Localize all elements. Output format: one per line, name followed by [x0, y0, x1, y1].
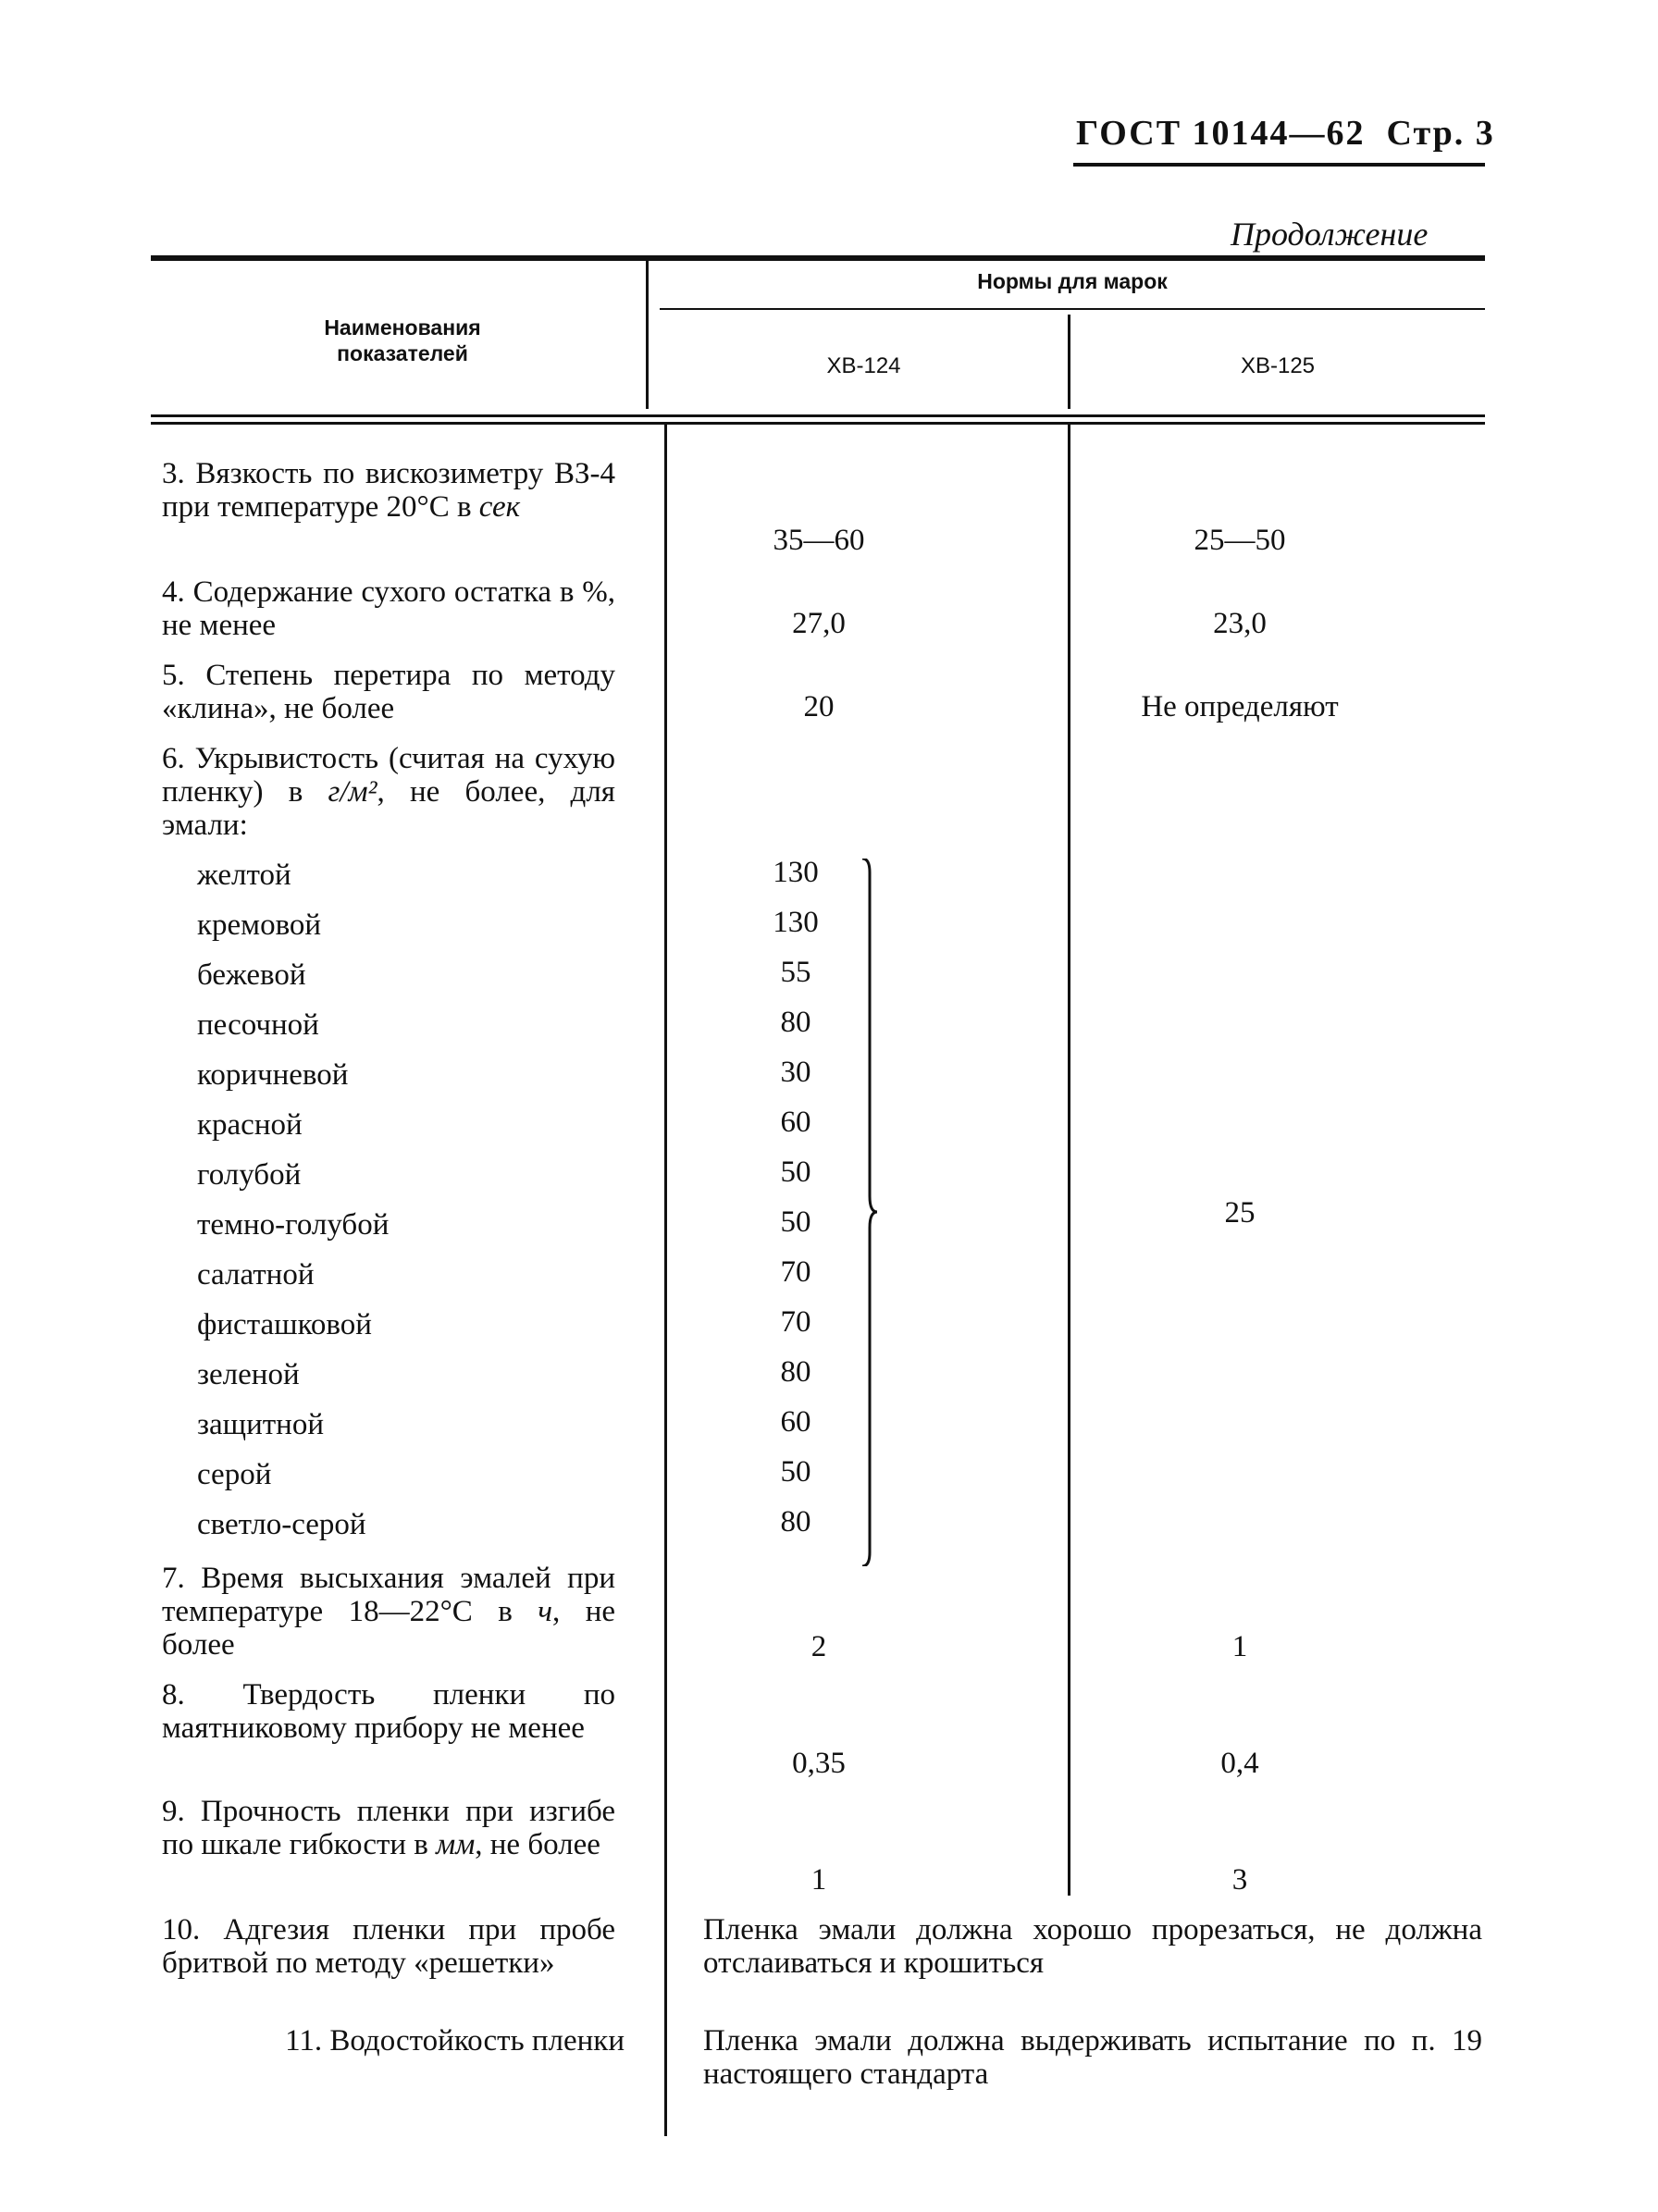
indicator-hiding-power	[162, 742, 615, 842]
color-value: 50	[780, 1455, 811, 1489]
color-value: 80	[780, 1006, 811, 1039]
indicator-text: 3. Вязкость по вискозиметру ВЗ-4 при температуре 20°С в	[162, 457, 615, 524]
color-label: кремовой	[197, 908, 322, 942]
document-header	[1076, 113, 1495, 154]
grade-header-xb124: ХВ-124	[826, 353, 901, 378]
header-vertical-divider	[646, 261, 649, 409]
color-label: темно-голубой	[197, 1208, 390, 1242]
color-value: 50	[780, 1155, 811, 1189]
indicator-column-header: Наименования показателей	[324, 315, 481, 365]
indicator-adhesion	[162, 1913, 615, 1980]
value-xb124-drying-time: 2	[810, 1630, 827, 1663]
color-value: 70	[780, 1255, 811, 1289]
color-value: 30	[780, 1056, 811, 1089]
color-label: светло-серой	[197, 1508, 366, 1541]
indicator-grind	[162, 659, 615, 725]
color-label: бежевой	[197, 958, 306, 992]
value-xb124-bending: 1	[810, 1863, 827, 1897]
indicator-text: 5. Степень перетира по методу «клина», не более	[162, 659, 615, 725]
value-xb124-viscosity: 35—60	[773, 524, 865, 557]
color-label: фисташковой	[197, 1308, 372, 1341]
indicator-text: 4. Содержание сухого остатка в %, не менее	[162, 575, 615, 642]
indicator-text: 11. Водостойкость пленки	[285, 2024, 625, 2058]
indicator-tail: , не более	[475, 1828, 600, 1861]
indicator-text: 7. Время высыхания эмалей при температуре 18—22°С в	[162, 1562, 615, 1628]
table-top-rule	[151, 255, 1485, 261]
value-xb125-drying-time: 1	[1231, 1630, 1248, 1663]
indicator-viscosity	[162, 457, 615, 524]
value-water-resistance-both-grades: Пленка эмали должна выдерживать испытание по п. 19 настоящего стандарта	[703, 2024, 1482, 2091]
color-value: 60	[780, 1405, 811, 1439]
indicator-text: 9. Прочность пленки при изгибе по шкале гибкости в	[162, 1795, 615, 1861]
right-brace-icon	[860, 859, 879, 1566]
color-label: зеленой	[197, 1358, 300, 1391]
color-label: коричневой	[197, 1058, 349, 1092]
color-value: 80	[780, 1505, 811, 1539]
value-xb125-bending: 3	[1231, 1863, 1248, 1897]
value-xb124-hardness: 0,35	[792, 1747, 846, 1780]
indicator-dry-residue	[162, 575, 615, 642]
value-xb124-dry-residue: 27,0	[792, 607, 846, 640]
indicator-drying-time	[162, 1562, 615, 1662]
norms-group-header: Нормы для марок	[977, 269, 1168, 293]
header-bottom-rule-1	[151, 414, 1485, 417]
indicator-unit: ч	[538, 1595, 553, 1628]
value-xb125-viscosity: 25—50	[1194, 524, 1286, 557]
indicator-tail: , не более, для эмали:	[162, 775, 615, 842]
color-label: желтой	[197, 859, 291, 892]
color-value: 130	[773, 906, 819, 939]
indicator-text: 8. Твердость пленки по маятниковому прибору не менее	[162, 1678, 615, 1745]
value-xb125-hardness: 0,4	[1220, 1747, 1259, 1780]
norms-underline	[660, 308, 1485, 310]
standard-number: ГОСТ 10144—62	[1076, 114, 1366, 153]
value-xb124-grind: 20	[803, 690, 835, 723]
color-value: 130	[773, 856, 819, 889]
color-value: 60	[780, 1106, 811, 1139]
color-label: серой	[197, 1458, 272, 1491]
indicator-unit: г/м²	[328, 775, 377, 809]
indicator-unit: сек	[478, 490, 521, 524]
header-bottom-rule-2	[151, 422, 1485, 425]
continuation-label: Продолжение	[1231, 216, 1429, 253]
color-label: защитной	[197, 1408, 324, 1441]
color-label: красной	[197, 1108, 303, 1142]
header-underline	[1073, 163, 1485, 167]
grade-header-xb125: ХВ-125	[1240, 353, 1316, 378]
indicator-text: 10. Адгезия пленки при пробе бритвой по методу «решетки»	[162, 1913, 615, 1980]
indicator-water-resistance	[162, 2024, 625, 2058]
value-xb125-grind: Не определяют	[1141, 690, 1339, 723]
indicator-text: 6. Укрывистость (считая на сухую пленку) в	[162, 742, 615, 809]
value-xb125-hiding-power: 25	[1224, 1196, 1256, 1230]
indicator-unit: мм	[436, 1828, 476, 1861]
indicator-tail: , не более	[162, 1595, 615, 1662]
color-value: 55	[780, 956, 811, 989]
color-label: песочной	[197, 1008, 319, 1042]
page-number: Стр. 3	[1386, 114, 1495, 153]
value-xb125-dry-residue: 23,0	[1213, 607, 1267, 640]
color-label: салатной	[197, 1258, 315, 1291]
value-adhesion-both-grades: Пленка эмали должна хорошо прорезаться, не должна отслаиваться и крошиться	[703, 1913, 1482, 1980]
body-divider-grades	[1068, 425, 1070, 1896]
color-value: 80	[780, 1355, 811, 1389]
color-value: 70	[780, 1305, 811, 1339]
color-label: голубой	[197, 1158, 302, 1192]
indicator-hardness	[162, 1678, 615, 1745]
color-value: 50	[780, 1205, 811, 1239]
indicator-bending	[162, 1795, 615, 1861]
